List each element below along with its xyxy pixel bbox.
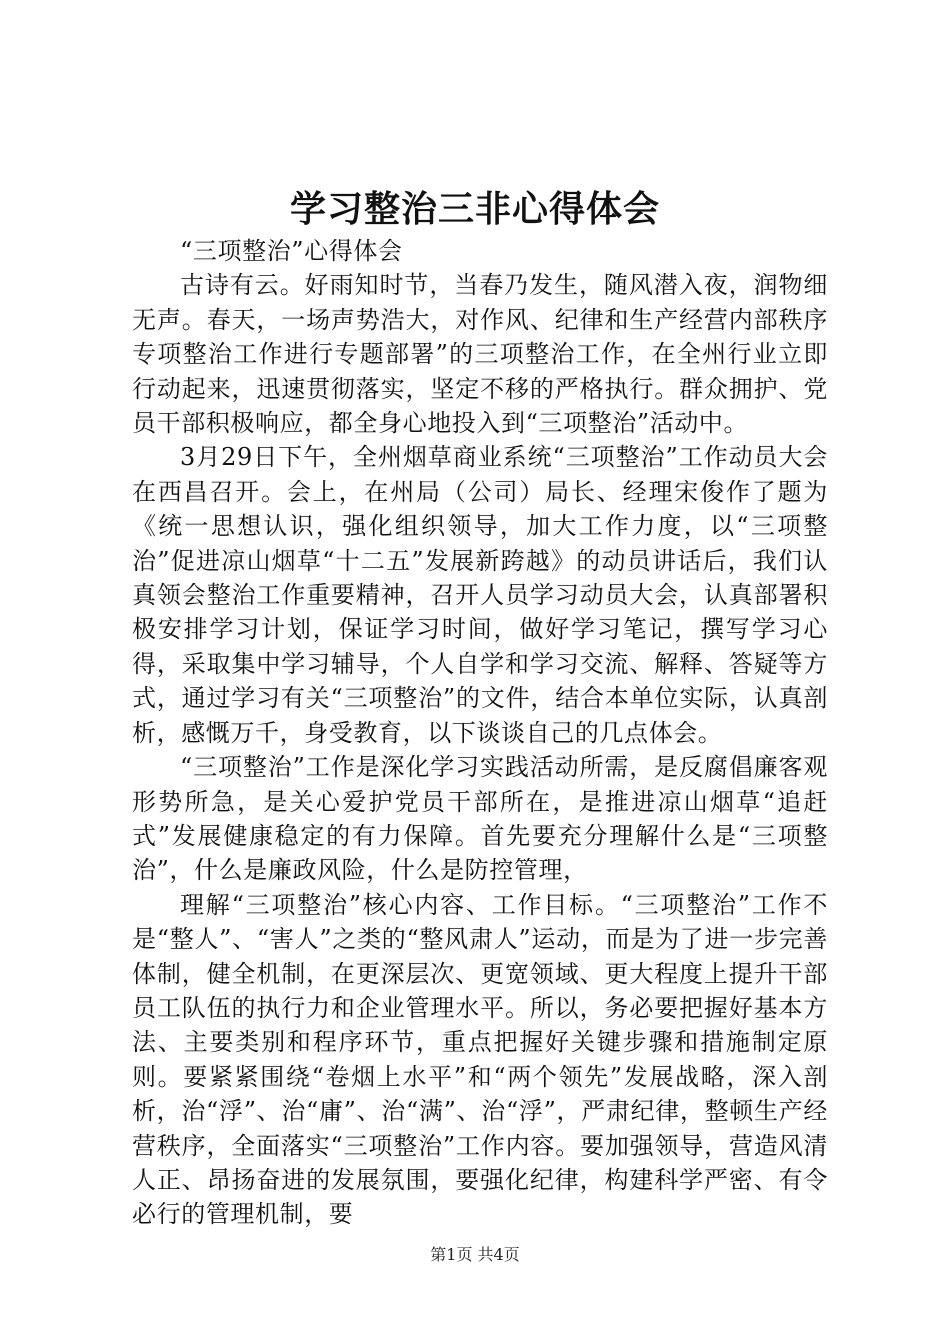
paragraph: 理解“三项整治”核心内容、工作目标。“三项整治”工作不是“整人”、“害人”之类的“整风肃人”运动，而是为了进一步完善体制，健全机制，在更深层次、更宽领域、更大程度上提升干部员工队伍的执行力和企业管理水平。所以，务必要把握好基本方法、主要类别和程序环节，重点把握好关键步骤和措施制定原则。要紧紧围绕“卷烟上水平”和“两个领先”发展战略，深入剖析，治“浮”、治“庸”、治“满”、治“浮”，严肃纪律，整顿生产经营秩序，全面落实“三项整治”工作内容。要加强领导，营造风清人正、昂扬奋进的发展氛围，要强化纪律，构建科学严密、有令必行的管理机制，要 [132, 890, 828, 1229]
document-body [132, 234, 828, 1232]
paragraph: 3月29日下午，全州烟草商业系统“三项整治”工作动员大会在西昌召开。会上，在州局（公司）局长、经理宋俊作了题为《统一思想认识，强化组织领导，加大工作力度，以“三项整治”促进凉山烟草“十二五”发展新跨越》的动员讲话后，我们认真领会整治工作重要精神，召开人员学习动员大会，认真部署积极安排学习计划，保证学习时间，做好学习笔记，撰写学习心得，采取集中学习辅导，个人自学和学习交流、解释、答疑等方式，通过学习有关“三项整治”的文件，结合本单位实际，认真剖析，感慨万千，身受教育，以下谈谈自己的几点体会。 [132, 443, 828, 747]
paragraph: “三项整治”工作是深化学习实践活动所需，是反腐倡廉客观形势所急，是关心爱护党员干部所在，是推进凉山烟草“追赶式”发展健康稳定的有力保障。首先要充分理解什么是“三项整治”，什么是廉政风险，什么是防控管理， [132, 753, 828, 885]
page-number: 第1页 共4页 [430, 1245, 520, 1264]
document-title: 学习整治三非心得体会 [289, 188, 660, 230]
paragraph: 古诗有云。好雨知时节，当春乃发生，随风潜入夜，润物细无声。春天，一场声势浩大，对作风、纪律和生产经营内部秩序专项整治工作进行专题部署”的三项整治工作，在全州行业立即行动起来，迅速贯彻落实，坚定不移的严格执行。群众拥护、党员干部积极响应，都全身心地投入到“三项整治”活动中。 [132, 271, 828, 438]
paragraph-subtitle: “三项整治”心得体会 [180, 237, 403, 265]
